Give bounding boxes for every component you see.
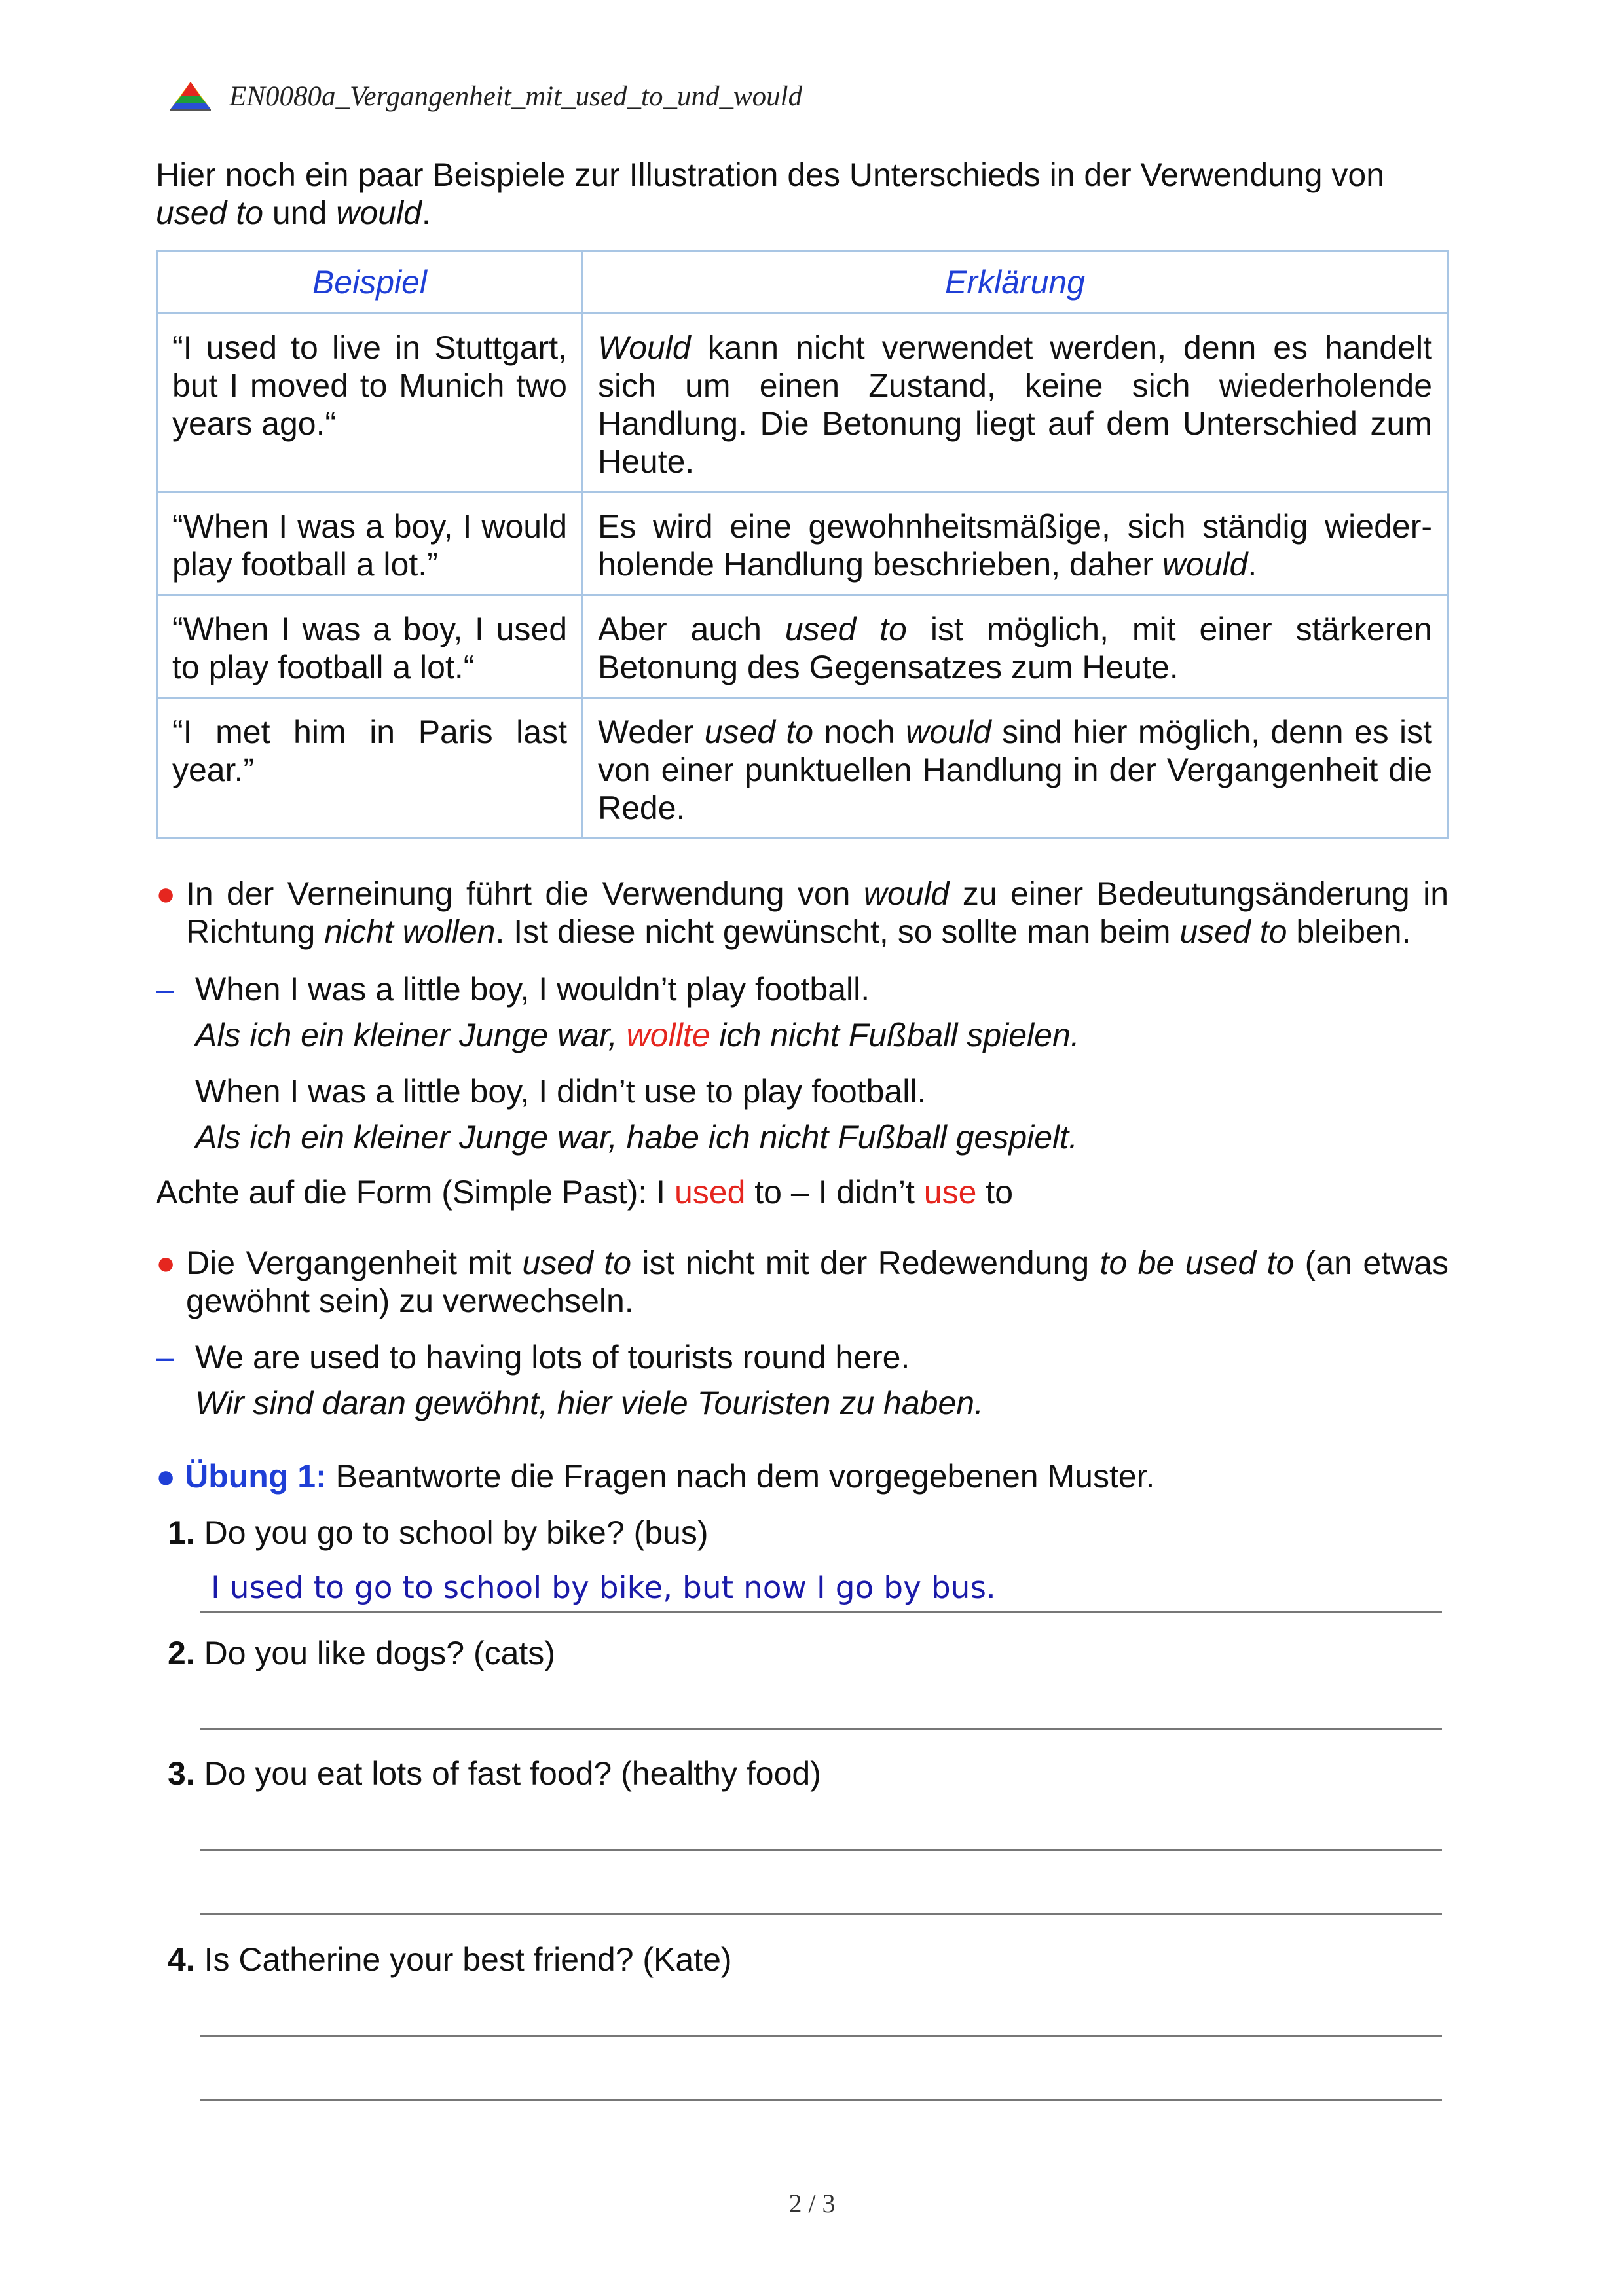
question-text: Do you go to school by bike? (bus): [204, 1514, 709, 1551]
exercise-instruction: Beantworte die Fragen nach dem vorgegebenen Muster.: [326, 1458, 1155, 1495]
note-text: bleiben.: [1287, 913, 1411, 950]
example-de-1: [195, 1016, 1080, 1054]
exp-text: kann nicht verwendet werden, denn es handelt sich um einen Zustand, keine sich wiederholende Handlung. Die Betonung liegt auf dem Unterschied zum Heute.: [598, 329, 1432, 480]
pyramid-logo-icon: [169, 81, 212, 112]
note-emphasis: used to: [522, 1245, 631, 1281]
answer-line[interactable]: [200, 2035, 1442, 2037]
note-text: (an etwas gewöhnt sein) zu verwechseln.: [186, 1245, 1449, 1319]
exp-text: Es wird eine gewohnheitsmäßige, sich ständig wieder-holende Handlung beschrieben, daher: [598, 508, 1432, 583]
example-de-highlight: wollte: [626, 1017, 710, 1053]
example-cell: “I met him in Paris last year.”: [157, 698, 583, 839]
note-negation: [156, 875, 1449, 951]
explanation-cell: [583, 314, 1448, 492]
question-4: [168, 1941, 732, 1978]
example-cell: “When I was a boy, I would play football a lot.”: [157, 492, 583, 595]
table-row: [157, 595, 1448, 698]
header-beispiel: Beispiel: [157, 251, 583, 314]
header-erklaerung: Erklärung: [583, 251, 1448, 314]
question-number: 1.: [168, 1514, 195, 1551]
note-emphasis: would: [863, 875, 950, 912]
intro-und: und: [263, 194, 337, 231]
note-emphasis: nicht wollen: [324, 913, 496, 950]
intro-paragraph: [156, 156, 1447, 232]
exp-emphasis: Would: [598, 329, 691, 366]
explanation-cell: [583, 698, 1448, 839]
answer-line[interactable]: [200, 1611, 1442, 1613]
exp-text: Aber auch: [598, 611, 785, 647]
page-number: 2 / 3: [788, 2189, 836, 2218]
bullet-dot-icon: ●: [156, 1245, 176, 1281]
note-body: [186, 1244, 1449, 1320]
exp-text: Weder: [598, 714, 705, 750]
exp-emphasis: would: [906, 714, 991, 750]
form-text: to: [976, 1174, 1013, 1211]
form-note: [156, 1173, 1013, 1211]
exp-text: sind hier möglich, denn es ist von einer punktuellen Handlung in der Vergangenheit die Rede.: [598, 714, 1432, 826]
exp-emphasis: used to: [784, 611, 907, 647]
example-cell: “When I was a boy, I used to play football a lot.“: [157, 595, 583, 698]
example-de-2: Als ich ein kleiner Junge war, habe ich nicht Fußball gespielt.: [195, 1119, 1078, 1156]
table-header-row: [157, 251, 1448, 314]
answer-line[interactable]: [200, 1849, 1442, 1851]
example2-en: We are used to having lots of tourists round here.: [195, 1339, 910, 1376]
form-text: Achte auf die Form (Simple Past): I: [156, 1174, 674, 1211]
intro-period: .: [421, 194, 431, 231]
dash-icon: –: [156, 971, 174, 1008]
note-body: [186, 875, 1449, 951]
table-row: [157, 698, 1448, 839]
question-text: Do you like dogs? (cats): [204, 1635, 555, 1671]
example-de-text: Als ich ein kleiner Junge war,: [195, 1017, 627, 1053]
answer-line[interactable]: [200, 2099, 1442, 2101]
form-text: to – I didn’t: [745, 1174, 924, 1211]
example-de-text: ich nicht Fußball spielen.: [710, 1017, 1080, 1053]
form-highlight: used: [674, 1174, 746, 1211]
note-emphasis: used to: [1179, 913, 1287, 950]
intro-used-to: used to: [156, 194, 264, 231]
question-3: [168, 1755, 821, 1793]
example-cell: “I used to live in Stuttgart, but I moved to Munich two years ago.“: [157, 314, 583, 492]
intro-would: would: [336, 194, 422, 231]
exp-text: .: [1247, 546, 1257, 583]
table-row: [157, 492, 1448, 595]
answer-line[interactable]: [200, 1728, 1442, 1730]
note-text: zu einer Bedeutungsänderung in Richtung: [186, 875, 1449, 950]
question-number: 3.: [168, 1755, 195, 1792]
bullet-dot-icon: ●: [156, 875, 176, 912]
dash-icon: –: [156, 1339, 174, 1376]
document-title: EN0080a_Vergangenheit_mit_used_to_und_would: [229, 81, 803, 112]
question-1: [168, 1514, 708, 1552]
question-number: 2.: [168, 1635, 195, 1671]
bullet-dot-icon: ●: [156, 1458, 176, 1495]
explanation-cell: [583, 595, 1448, 698]
note-text: . Ist diese nicht gewünscht, so sollte man beim: [495, 913, 1180, 950]
answer-1[interactable]: I used to go to school by bike, but now I go by bus.: [211, 1570, 996, 1606]
intro-text: Hier noch ein paar Beispiele zur Illustration des Unterschieds in der Verwendung von: [156, 156, 1385, 193]
header: [169, 73, 802, 119]
note-emphasis: to be used to: [1099, 1245, 1295, 1281]
comparison-table: [156, 250, 1449, 839]
question-text: Is Catherine your best friend? (Kate): [204, 1941, 732, 1978]
note-text: ist nicht mit der Redewendung: [631, 1245, 1100, 1281]
table-row: [157, 314, 1448, 492]
note-be-used-to: [156, 1244, 1449, 1320]
example2-de: Wir sind daran gewöhnt, hier viele Touristen zu haben.: [195, 1385, 984, 1421]
question-2: [168, 1634, 555, 1672]
question-number: 4.: [168, 1941, 195, 1978]
explanation-cell: [583, 492, 1448, 595]
answer-line[interactable]: [200, 1913, 1442, 1915]
example-en-2: When I was a little boy, I didn’t use to play football.: [195, 1073, 927, 1110]
example-en-1: When I was a little boy, I wouldn’t play football.: [195, 971, 870, 1008]
question-text: Do you eat lots of fast food? (healthy food): [204, 1755, 821, 1792]
exp-text: noch: [813, 714, 906, 750]
form-highlight: use: [923, 1174, 977, 1211]
exp-emphasis: used to: [704, 714, 814, 750]
exp-emphasis: would: [1162, 546, 1248, 583]
exercise-heading: [156, 1457, 1154, 1495]
exercise-label: Übung 1:: [185, 1458, 327, 1495]
exp-text: ist möglich, mit einer stärkeren Betonung des Gegensatzes zum Heute.: [598, 611, 1432, 685]
note-text: Die Vergangenheit mit: [186, 1245, 523, 1281]
note-text: In der Verneinung führt die Verwendung von: [186, 875, 864, 912]
